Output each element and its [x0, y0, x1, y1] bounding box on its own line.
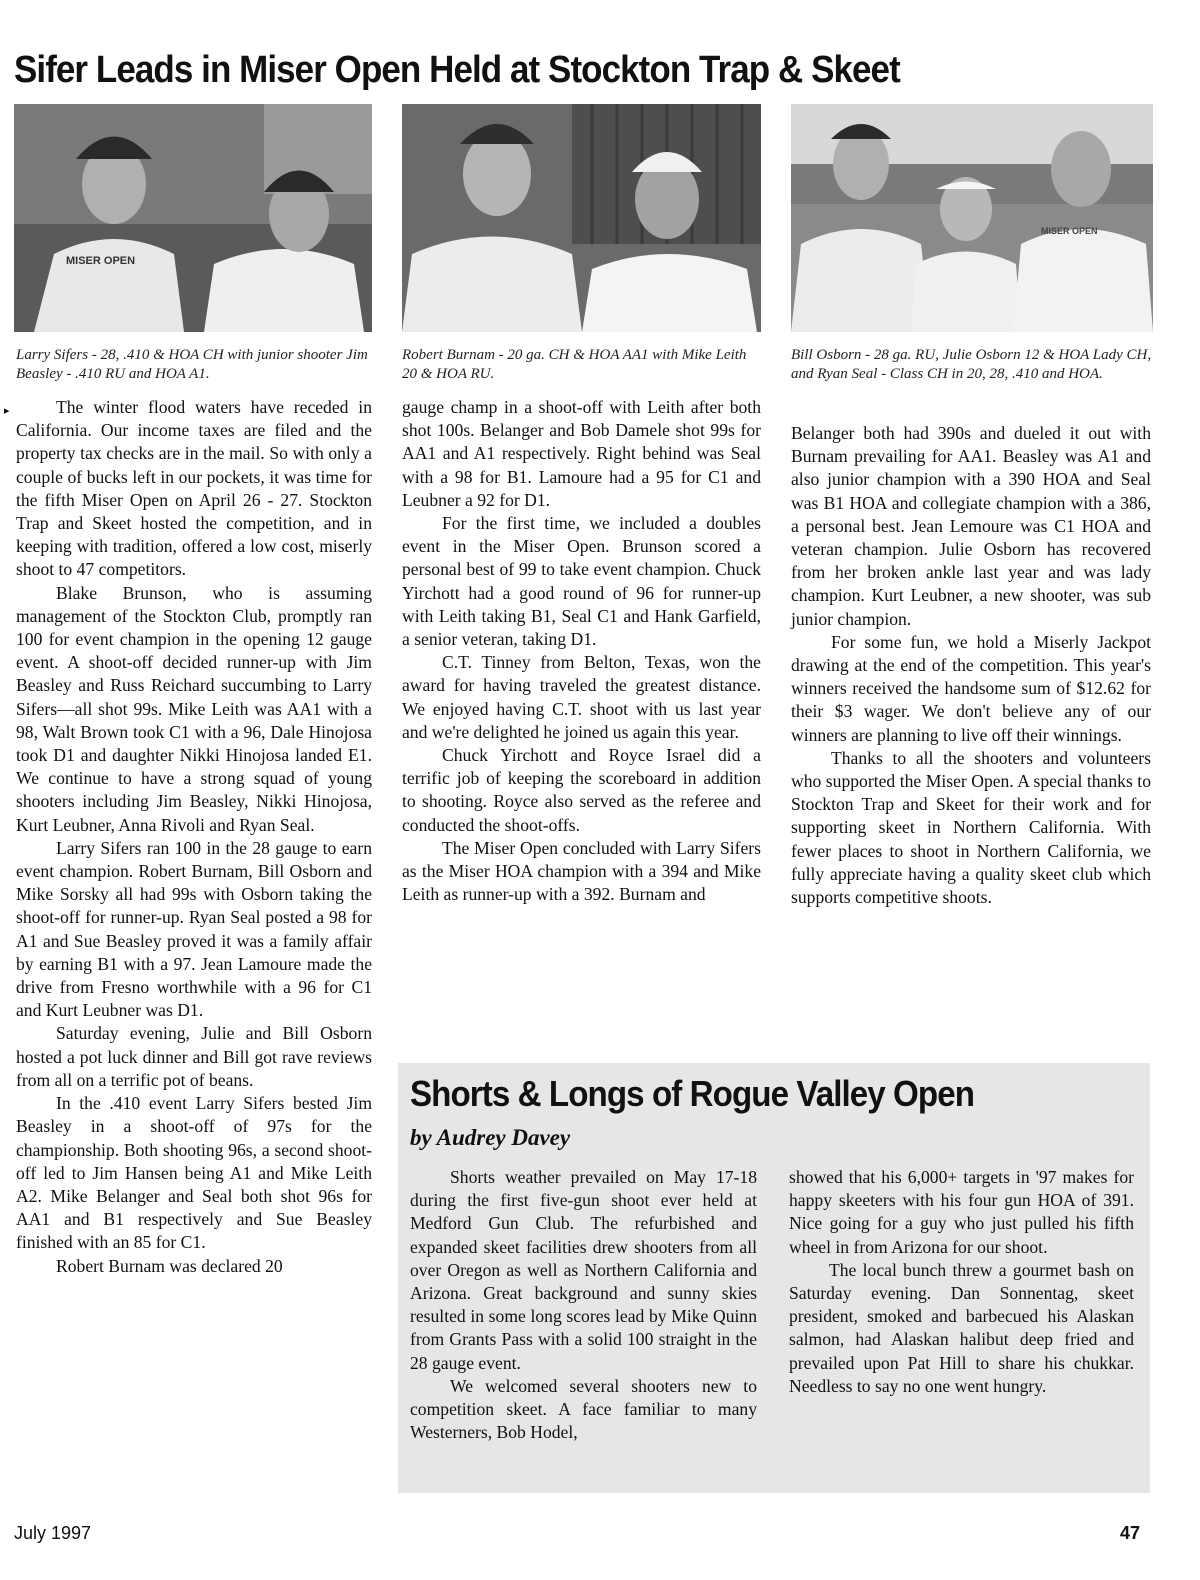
paragraph: Chuck Yirchott and Royce Israel did a terrific job of keeping the scoreboard in addition to shooting. Royce also served as the referee and conducted the shoot-offs. — [402, 745, 761, 835]
photo-caption-3: Bill Osborn - 28 ga. RU, Julie Osborn 12 & HOA Lady CH, and Ryan Seal - Class CH in 20, 28, .410 and HOA. — [791, 347, 1152, 382]
article-headline: Sifer Leads in Miser Open Held at Stockton Trap & Skeet — [14, 49, 900, 91]
paragraph: For some fun, we hold a Miserly Jackpot drawing at the end of the competition. This year's winners received the handsome sum of $12.62 for their $3 wager. We don't believe any of our winners are planning to live off their winnings. — [791, 631, 1151, 745]
photo-illustration — [791, 104, 1153, 332]
paragraph: The Miser Open concluded with Larry Sifers as the Miser HOA champion with a 394 and Mike Leith as runner-up with a 392. Burnam and — [402, 837, 761, 905]
sidebar-column-2 — [789, 1166, 1134, 1398]
paragraph: Robert Burnam was declared 20 — [56, 1255, 283, 1276]
paragraph: showed that his 6,000+ targets in '97 makes for happy skeeters with his four gun HOA of 391. Nice going for a guy who just pulled his fifth wheel in from Arizona for our shoot. — [789, 1167, 1134, 1257]
footer-date: July 1997 — [14, 1523, 92, 1543]
paragraph: For the first time, we included a doubles event in the Miser Open. Brunson scored a personal best of 99 to take event champion. Chuck Yirchott had a good round of 96 for runner-up with Leith taking B1, Seal C1 and Hank Garfield, a senior veteran, taking D1. — [402, 513, 761, 650]
paragraph: Larry Sifers ran 100 in the 28 gauge to earn event champion. Robert Burnam, Bill Osborn and Mike Sorsky all had 99s with Osborn taking the shoot-off for runner-up. Ryan Seal posted a 98 for A1 and Sue Beasley proved it was a family affair by earning B1 with a 97. Jean Lamoure made the drive from Fresno worthwhile with a 96 for C1 and Kurt Leubner was D1. — [16, 837, 372, 1021]
paragraph: C.T. Tinney from Belton, Texas, won the award for having traveled the greatest distance. We enjoyed having C.T. shoot with us last year and we're delighted he joined us again this year. — [402, 652, 761, 742]
shirt-text: MISER OPEN — [66, 255, 136, 267]
photo-osborn-seal — [791, 104, 1153, 332]
photo-caption-2: Robert Burnam - 20 ga. CH & HOA AA1 with Mike Leith 20 & HOA RU. — [402, 347, 747, 382]
photo-caption-1: Larry Sifers - 28, .410 & HOA CH with junior shooter Jim Beasley - .410 RU and HOA A1. — [16, 347, 368, 382]
paragraph: We welcomed several shooters new to competition skeet. A face familiar to many Westerners, Bob Hodel, — [410, 1375, 757, 1443]
paragraph: The winter flood waters have receded in California. Our income taxes are filed and the property tax checks are in the mail. So with only a couple of bucks left in our pockets, it was time for the fifth Miser Open on April 26 - 27. Stockton Trap and Skeet hosted the competition, and in keeping with tradition, offered a low cost, miserly shoot to 47 competitors. — [16, 397, 372, 580]
photo-illustration — [14, 104, 372, 332]
article-column-1 — [16, 396, 372, 1278]
paragraph: Saturday evening, Julie and Bill Osborn hosted a pot luck dinner and Bill got rave reviews from all on a terrific pot of beans. — [16, 1023, 372, 1090]
paragraph: Thanks to all the shooters and volunteers who supported the Miser Open. A special thanks to Stockton Trap and Skeet for their work and for supporting skeet in Northern California. With fewer places to shoot in Northern California, we fully appreciate having a quality skeet club which supports competitive shoots. — [791, 747, 1151, 908]
sidebar-byline: by Audrey Davey — [410, 1125, 571, 1150]
article-column-3 — [791, 422, 1151, 909]
page-number: 47 — [1120, 1523, 1141, 1543]
paragraph: Shorts weather prevailed on May 17-18 during the first five-gun shoot ever held at Medford Gun Club. The refurbished and expanded skeet facilities drew shooters from all over Oregon as well as Northern California and Arizona. Great background and sunny skies resulted in some long scores lead by Mike Quinn from Grants Pass with a solid 100 straight in the 28 gauge event. — [410, 1167, 757, 1373]
photo-illustration — [402, 104, 761, 332]
paragraph: The local bunch threw a gourmet bash on Saturday evening. Dan Sonnentag, skeet president, smoked and barbecued his Alaskan salmon, had Alaskan halibut deep fried and prevailed upon Pat Hill to share his chukkar. Needless to say no one went hungry. — [789, 1259, 1134, 1396]
margin-mark: ▸ — [4, 405, 10, 417]
paragraph: Belanger both had 390s and dueled it out with Burnam prevailing for AA1. Beasley was A1 and also junior champion with a 390 HOA and Seal was B1 HOA and collegiate champion with a 386, a personal best. Jean Lemoure was C1 HOA and veteran champion. Julie Osborn has recovered from her broken ankle last year and was lady champion. Kurt Leubner, a new shooter, was sub junior champion. — [791, 423, 1151, 629]
paragraph: gauge champ in a shoot-off with Leith after both shot 100s. Belanger and Bob Damele shot 99s for AA1 and A1 respectively. Right behind was Seal with a 98 for B1. Lamoure had a 95 for C1 and Leubner a 92 for D1. — [402, 397, 761, 510]
sidebar-title: Shorts & Longs of Rogue Valley Open — [410, 1073, 975, 1114]
article-column-2 — [402, 396, 761, 906]
shirt-text: MISER OPEN — [1041, 226, 1098, 236]
sidebar-column-1 — [410, 1166, 757, 1444]
photo-sifers-beasley — [14, 104, 372, 332]
paragraph: In the .410 event Larry Sifers bested Jim Beasley in a shoot-off of 97s for the championship. Both shooting 96s, a second shoot-off led to Jim Hansen being A1 and Mike Leith A2. Mike Belanger and Seal both shot 96s for AA1 and B1 respectively and Sue Beasley finished with an 85 for C1. — [16, 1093, 372, 1253]
paragraph: Blake Brunson, who is assuming management of the Stockton Club, promptly ran 100 for event champion in the opening 12 gauge event. A shoot-off decided runner-up with Jim Beasley and Russ Reichard succumbing to Larry Sifers—all shot 99s. Mike Leith was AA1 with a 98, Walt Brown took C1 with a 96, Dale Hinojosa took D1 and daughter Nikki Hinojosa landed E1. We continue to have a strong squad of young shooters including Jim Beasley, Nikki Hinojosa, Kurt Leubner, Anna Rivoli and Ryan Seal. — [16, 582, 372, 835]
photo-burnam-leith — [402, 104, 761, 332]
